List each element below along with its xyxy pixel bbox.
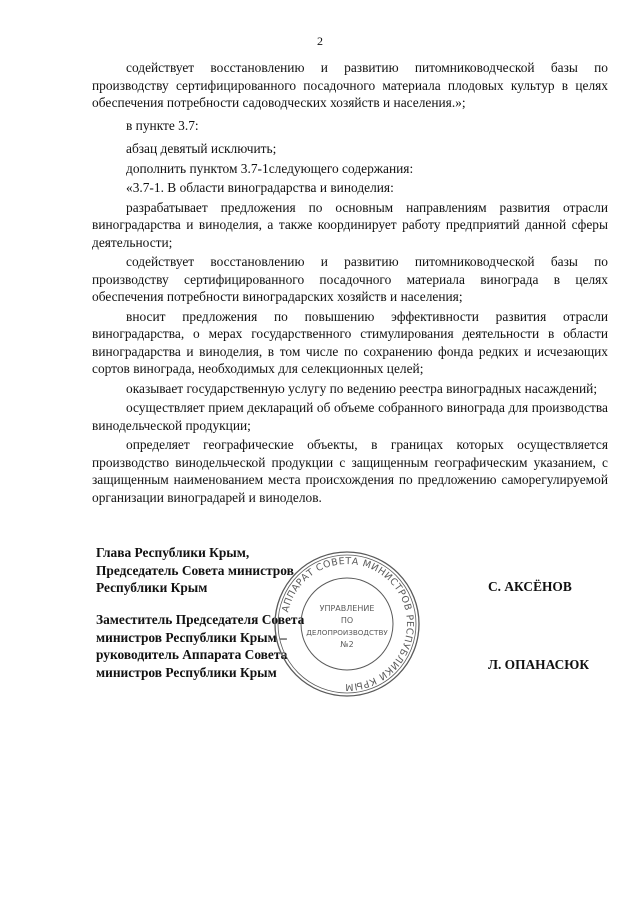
signatory-name-1: С. АКСЁНОВ [488, 579, 572, 594]
paragraph: оказывает государственную услугу по ведению реестра виноградных насаждений; [126, 380, 598, 396]
stamp-center-line: ДЕЛОПРОИЗВОДСТВУ [306, 628, 388, 637]
paragraph: определяет географические объекты, в границах которых осуществляется производство винодельческой продукции с защищенным географическим указанием, с защищенным наименованием места происхождения по предложению саморегулируемой организации виноградарей и виноделов. [92, 437, 608, 505]
paragraph: осуществляет прием деклараций об объеме собранного винограда для производства винодельческой продукции; [92, 400, 608, 433]
signature-title-line: министров Республики Крым [96, 664, 277, 680]
paragraph: в пункте 3.7: [126, 117, 199, 133]
signatory-name-2: Л. ОПАНАСЮК [488, 657, 590, 672]
signature-title-line: руководитель Аппарата Совета [96, 647, 288, 662]
paragraph: разрабатывает предложения по основным направлениям развития отрасли виноградарства и виноделия, а также координирует работу предприятий данной сферы деятельности; [92, 199, 608, 250]
paragraph: вносит предложения по повышению эффективности развития отрасли виноградарства, о мерах государственного стимулирования деятельности в области виноградарства и виноделия, в том числе по сохранению фонда редких и исчезающих сортов винограда, необходимых для селекционных целей; [92, 308, 608, 376]
signature-title-1 [96, 544, 294, 597]
stamp-center-line: ПО [340, 616, 354, 625]
stamp-ring-text: АППАРАТ СОВЕТА МИНИСТРОВ РЕСПУБЛИКИ КРЫМ [280, 555, 416, 693]
stamp-center-line: УПРАВЛЕНИЕ [319, 604, 375, 613]
paragraph: дополнить пунктом 3.7-1следующего содержания: [126, 160, 414, 176]
stamp-center-line: №2 [340, 640, 354, 649]
signature-title-line: Председатель Совета министров [96, 562, 294, 578]
signature-title-line: Глава Республики Крым, [96, 545, 250, 560]
signature-title-line: министров Республики Крым – [96, 629, 287, 645]
signature-title-line: Республики Крым [96, 580, 208, 595]
body-text [92, 59, 608, 508]
page-number: 2 [317, 34, 323, 48]
paragraph: содействует восстановлению и развитию питомниководческой базы по производству сертифицированного посадочного материала плодовых культур в целях обеспечения потребности садоводческих хозяйств и населения.»; [92, 60, 608, 110]
paragraph: «3.7-1. В области виноградарства и виноделия: [126, 180, 394, 195]
official-stamp [272, 549, 422, 699]
paragraph: содействует восстановлению и развитию питомниководческой базы по производству сертифицированного посадочного материала винограда в целях обеспечения потребности виноградарских хозяйств и населения; [92, 254, 608, 304]
paragraph: абзац девятый исключить; [126, 141, 277, 156]
signature-title-line: Заместитель Председателя Совета [96, 612, 305, 627]
